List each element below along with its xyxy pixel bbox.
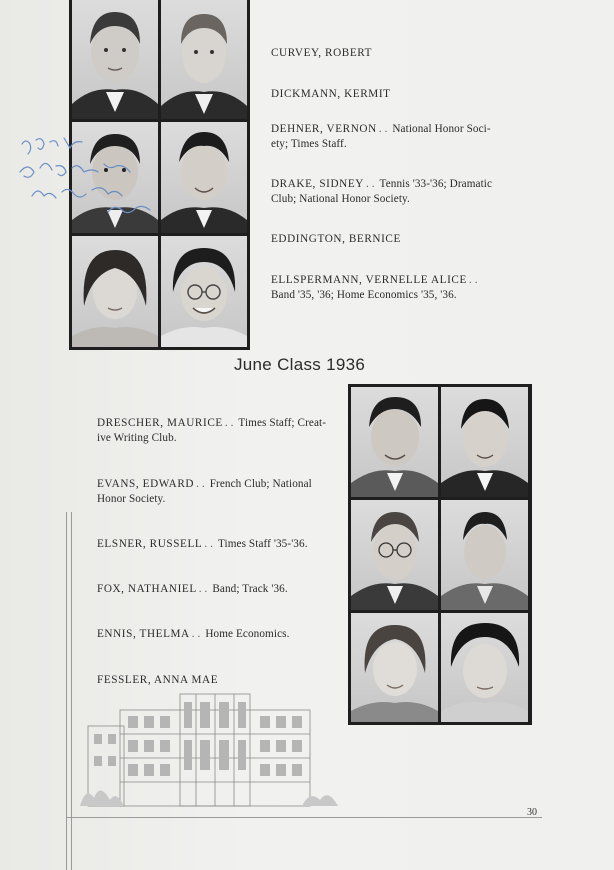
student-entry [271,122,511,152]
portrait-photo [441,613,528,722]
handwritten-signature [12,128,162,218]
student-entry [271,232,401,247]
student-activities: National Honor Soci- [392,123,491,135]
student-name: DRAKE, SIDNEY [271,178,364,190]
male-portrait-icon [161,0,247,119]
student-name: FESSLER, ANNA MAE [97,674,219,686]
student-entry [97,416,337,446]
student-entry [97,673,337,688]
male-portrait-icon [351,387,438,497]
student-name: ELSNER, RUSSELL [97,538,203,550]
portrait-photo [351,387,438,497]
student-activities: French Club; National [209,478,312,490]
portrait-photo [351,500,438,610]
student-name: ELLSPERMANN, VERNELLE ALICE [271,274,467,286]
decorative-line [66,817,542,818]
female-portrait-icon [441,613,528,722]
female-portrait-icon [351,613,438,722]
student-activities-cont: ive Writing Club. [97,432,177,444]
separator-dots: . . [365,178,378,190]
male-portrait-icon [161,122,247,233]
student-name: FOX, NATHANIEL [97,583,197,595]
student-entry [97,537,337,552]
student-entry [271,177,511,207]
female-glasses-portrait-icon [161,236,247,347]
student-activities: Times Staff; Creat- [238,417,327,429]
student-activities-cont: Band '35, '36; Home Economics '35, '36. [271,289,457,301]
student-name: DRESCHER, MAURICE [97,417,223,429]
portrait-photo [351,613,438,722]
separator-dots: . . [204,538,216,550]
student-name: DEHNER, VERNON [271,123,377,135]
student-entry [271,273,511,303]
portrait-photo [161,0,247,119]
student-entry [271,87,391,102]
student-entry [97,477,337,507]
student-activities: Home Economics. [205,628,290,640]
section-title: June Class 1936 [234,355,366,374]
separator-dots: . . [378,123,391,135]
student-activities-cont: Honor Society. [97,493,166,505]
student-entry [97,582,337,597]
separator-dots: . . [196,478,208,490]
student-name: DICKMANN, KERMIT [271,88,391,100]
female-portrait-icon [72,236,158,347]
student-activities: Times Staff '35-'36. [217,538,308,550]
separator-dots: . . [468,274,478,286]
student-activities-cont: Club; National Honor Society. [271,193,410,205]
portrait-photo [72,0,158,119]
portrait-photo [161,122,247,233]
male-portrait-icon [441,500,528,610]
student-name: EVANS, EDWARD [97,478,195,490]
student-name: CURVEY, ROBERT [271,47,373,59]
school-building-illustration [80,690,340,810]
portrait-photo [441,500,528,610]
separator-dots: . . [198,583,211,595]
male-portrait-icon [72,0,158,119]
student-name: ENNIS, THELMA [97,628,190,640]
student-activities: Tennis '33-'36; Dramatic [379,178,493,190]
portrait-photo [441,387,528,497]
male-portrait-icon [441,387,528,497]
student-activities: Band; Track '36. [212,583,288,595]
student-entry [97,627,337,642]
student-name: EDDINGTON, BERNICE [271,233,401,245]
separator-dots: . . [191,628,204,640]
student-entry [271,46,372,61]
male-glasses-portrait-icon [351,500,438,610]
separator-dots: . . [224,417,237,429]
bottom-photo-grid [348,384,532,725]
portrait-photo [161,236,247,347]
student-activities-cont: ety; Times Staff. [271,138,347,150]
portrait-photo [72,236,158,347]
page-number: 30 [527,807,537,818]
